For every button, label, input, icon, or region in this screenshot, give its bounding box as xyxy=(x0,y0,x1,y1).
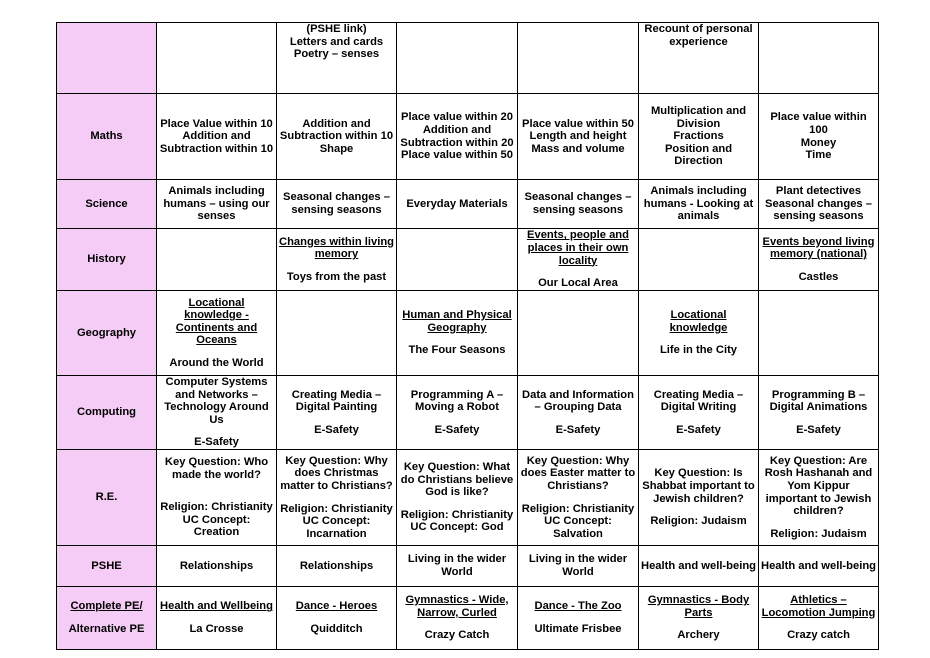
cell-text-line: Religion: Judaism xyxy=(650,515,747,528)
cell-text-line: UC Concept: Creation xyxy=(182,513,251,539)
cell-text-line: Place value within 50 xyxy=(401,149,513,162)
line-spacer xyxy=(159,481,274,491)
line-spacer xyxy=(279,613,394,623)
geography-row xyxy=(57,291,879,376)
cell-text-line: Programming A – Moving a Robot xyxy=(410,388,504,414)
cell-text-line: Key Question: Why does Easter matter to Christians? xyxy=(520,454,636,492)
cell-text-line: Data and Information – Grouping Data xyxy=(522,388,634,414)
line-spacer xyxy=(520,267,636,277)
re-row xyxy=(57,450,879,546)
cell-text-line: Addition and Subtraction within 20 xyxy=(400,123,514,149)
cell-text-line: Religion: Christianity xyxy=(521,502,635,515)
cell-text-line: La Crosse xyxy=(189,623,244,635)
cell-text-line: UC Concept: God xyxy=(410,521,504,534)
line-spacer xyxy=(399,499,515,509)
cell-text-line: Dance - The Zoo xyxy=(534,600,622,613)
term-cell xyxy=(639,23,759,94)
cell-text-line: Money xyxy=(800,136,837,149)
line-spacer xyxy=(279,414,394,424)
cell-text-line: Addition and Subtraction within 10 xyxy=(159,130,274,155)
cell-text-line: E-Safety xyxy=(796,423,841,436)
topic-row xyxy=(57,23,879,94)
term-cell xyxy=(277,23,397,94)
cell-text-line: E-Safety xyxy=(434,423,480,436)
line-spacer xyxy=(641,334,756,344)
cell-text-line: Religion: Christianity xyxy=(280,502,393,515)
cell-text-line: Ultimate Frisbee xyxy=(534,623,622,635)
term-cell xyxy=(759,291,879,376)
term-cell xyxy=(639,376,759,450)
term-cell xyxy=(639,229,759,291)
term-cell xyxy=(277,94,397,180)
cell-text-line: Archery xyxy=(677,629,720,642)
term-cell xyxy=(397,180,518,229)
term-cell xyxy=(518,546,639,587)
cell-text-line: E-Safety xyxy=(676,423,721,436)
cell-text-line: Locational knowledge xyxy=(669,309,728,334)
cell-text-line: Dance - Heroes xyxy=(295,600,378,613)
cell-text-line: Position and Direction xyxy=(664,142,733,168)
cell-text-line: UC Concept: Incarnation xyxy=(302,515,371,540)
term-cell xyxy=(759,229,879,291)
cell-text-line: Creating Media – Digital Painting xyxy=(291,388,382,414)
cell-text-line: Key Question: Is Shabbat important to Jewish children? xyxy=(642,467,755,505)
term-cell xyxy=(518,376,639,450)
term-cell xyxy=(397,94,518,180)
cell-text-line: Relationships xyxy=(299,559,374,572)
maths-row xyxy=(57,94,879,180)
line-spacer xyxy=(59,613,154,623)
line-spacer xyxy=(279,493,394,503)
line-spacer xyxy=(159,347,274,357)
cell-text-line: Human and Physical Geography xyxy=(402,309,512,334)
cell-text-line: Health and Wellbeing xyxy=(160,600,273,613)
cell-text-line: Computing xyxy=(76,406,137,419)
term-cell xyxy=(157,546,277,587)
cell-text-line: R.E. xyxy=(95,491,118,504)
line-spacer xyxy=(399,619,515,629)
cell-text-line: Creating Media – Digital Writing xyxy=(653,388,744,414)
term-cell xyxy=(397,23,518,94)
term-cell xyxy=(277,450,397,546)
cell-text-line: Toys from the past xyxy=(286,270,387,283)
cell-text-line: Length and height xyxy=(529,130,627,143)
cell-text-line: UC Concept: Salvation xyxy=(544,515,612,540)
term-cell xyxy=(157,587,277,650)
term-cell xyxy=(639,587,759,650)
cell-text-line: Addition and Subtraction within 10 xyxy=(279,117,394,143)
cell-text-line: Crazy Catch xyxy=(424,629,490,642)
cell-text-line: Letters and cards xyxy=(289,35,384,48)
curriculum-table-body xyxy=(57,23,879,650)
cell-text-line: History xyxy=(87,253,126,266)
term-cell xyxy=(518,229,639,291)
cell-text-line: Place value within 20 xyxy=(401,111,513,124)
line-spacer xyxy=(399,334,515,344)
line-spacer xyxy=(159,613,274,623)
cell-text-line: PSHE xyxy=(91,559,122,572)
cell-text-line: Key Question: Why does Christmas matter to Christians? xyxy=(280,454,393,492)
term-cell xyxy=(277,587,397,650)
cell-text-line: The Four Seasons xyxy=(408,344,506,357)
subject-cell xyxy=(57,180,157,229)
cell-text-line: Key Question: Who made the world? xyxy=(164,456,269,481)
term-cell xyxy=(397,376,518,450)
cell-text-line: Health and well-being xyxy=(761,559,876,572)
cell-text-line: Key Question: Are Rosh Hashanah and Yom Kippur important to Jewish children? xyxy=(764,454,873,518)
term-cell xyxy=(397,587,518,650)
cell-text-line: Place value within 50 xyxy=(522,117,634,130)
line-spacer xyxy=(520,493,636,503)
cell-text-line: Gymnastics - Wide, Narrow, Curled xyxy=(405,594,509,619)
science-row xyxy=(57,180,879,229)
cell-text-line: Seasonal changes – sensing seasons xyxy=(524,191,632,216)
term-cell xyxy=(157,180,277,229)
term-cell xyxy=(277,291,397,376)
line-spacer xyxy=(520,613,636,623)
line-spacer xyxy=(520,414,636,424)
cell-text-line: Seasonal changes – sensing seasons xyxy=(765,197,872,223)
cell-text-line: Place Value within 10 xyxy=(160,117,273,130)
cell-text-line: Relationships xyxy=(179,559,254,572)
cell-text-line: Living in the wider World xyxy=(528,553,628,578)
term-cell xyxy=(639,94,759,180)
cell-text-line: Health and well-being xyxy=(641,559,756,572)
cell-text-line: Religion: Christianity xyxy=(400,508,514,521)
line-spacer xyxy=(761,414,876,424)
cell-text-line: Events, people and places in their own locality xyxy=(527,229,629,267)
cell-text-line: Everyday Materials xyxy=(406,197,508,210)
pshe-row xyxy=(57,546,879,587)
cell-text-line: Castles xyxy=(798,270,839,283)
term-cell xyxy=(759,450,879,546)
cell-text-line: Animals including humans – using our senses xyxy=(163,185,270,223)
term-cell xyxy=(277,376,397,450)
term-cell xyxy=(639,180,759,229)
cell-text-line: Locational knowledge - Continents and Oceans xyxy=(175,296,258,347)
line-spacer xyxy=(641,619,756,629)
cell-text-line: Science xyxy=(85,197,128,210)
term-cell xyxy=(639,291,759,376)
cell-text-line: Events beyond living memory (national) xyxy=(762,235,875,261)
curriculum-table xyxy=(56,22,879,650)
term-cell xyxy=(639,546,759,587)
term-cell xyxy=(157,376,277,450)
subject-cell xyxy=(57,587,157,650)
term-cell xyxy=(277,180,397,229)
subject-cell xyxy=(57,23,157,94)
term-cell xyxy=(759,376,879,450)
line-spacer xyxy=(641,505,756,515)
cell-text-line: Around the World xyxy=(169,356,264,369)
term-cell xyxy=(639,450,759,546)
line-spacer xyxy=(159,491,274,501)
cell-text-line: Life in the City xyxy=(659,344,738,357)
cell-text-line: Geography xyxy=(76,326,137,339)
term-cell xyxy=(397,229,518,291)
subject-cell xyxy=(57,450,157,546)
term-cell xyxy=(759,180,879,229)
term-cell xyxy=(518,291,639,376)
line-spacer xyxy=(761,619,876,629)
cell-text-line: Recount of personal experience xyxy=(644,23,753,48)
term-cell xyxy=(277,229,397,291)
cell-text-line: Multiplication and Division xyxy=(650,105,747,130)
subject-cell xyxy=(57,376,157,450)
term-cell xyxy=(397,291,518,376)
term-cell xyxy=(157,229,277,291)
cell-text-line: Shape xyxy=(319,142,354,155)
cell-text-line: Computer Systems and Networks – Technology Around Us xyxy=(164,376,269,426)
cell-text-line: Crazy catch xyxy=(787,629,850,642)
subject-cell xyxy=(57,94,157,180)
pe-row xyxy=(57,587,879,650)
line-spacer xyxy=(761,518,876,528)
cell-text-line: Fractions xyxy=(673,130,724,143)
cell-text-line: Athletics – Locomotion Jumping xyxy=(761,594,876,619)
term-cell xyxy=(518,587,639,650)
cell-text-line: Quidditch xyxy=(310,623,363,635)
line-spacer xyxy=(641,414,756,424)
cell-text-line: Gymnastics - Body Parts xyxy=(647,594,750,619)
term-cell xyxy=(157,291,277,376)
term-cell xyxy=(277,546,397,587)
cell-text-line: Time xyxy=(805,149,832,162)
term-cell xyxy=(518,180,639,229)
cell-text-line: Animals including humans - Looking at animals xyxy=(643,185,754,223)
line-spacer xyxy=(159,426,274,436)
term-cell xyxy=(397,450,518,546)
cell-text-line: (PSHE link) xyxy=(306,23,367,35)
term-cell xyxy=(759,23,879,94)
subject-cell xyxy=(57,546,157,587)
cell-text-line: Alternative PE xyxy=(68,623,145,635)
cell-text-line: Religion: Judaism xyxy=(770,527,867,540)
subject-cell xyxy=(57,229,157,291)
term-cell xyxy=(157,23,277,94)
cell-text-line: Mass and volume xyxy=(531,142,625,155)
term-cell xyxy=(157,94,277,180)
term-cell xyxy=(759,94,879,180)
term-cell xyxy=(759,546,879,587)
cell-text-line: Religion: Christianity xyxy=(160,501,273,514)
term-cell xyxy=(397,546,518,587)
history-row xyxy=(57,229,879,291)
term-cell xyxy=(518,23,639,94)
cell-text-line: Maths xyxy=(90,130,123,143)
cell-text-line: Place value within 100 xyxy=(770,111,867,136)
term-cell xyxy=(759,587,879,650)
cell-text-line: E-Safety xyxy=(555,423,601,436)
line-spacer xyxy=(399,414,515,424)
line-spacer xyxy=(279,261,394,271)
cell-text-line: E-Safety xyxy=(194,436,239,449)
subject-cell xyxy=(57,291,157,376)
cell-text-line: E-Safety xyxy=(314,423,359,436)
cell-text-line: Changes within living memory xyxy=(279,235,394,261)
cell-text-line: Living in the wider World xyxy=(407,553,507,578)
cell-text-line: Programming B – Digital Animations xyxy=(769,388,868,414)
cell-text-line: Seasonal changes – sensing seasons xyxy=(283,191,390,216)
term-cell xyxy=(157,450,277,546)
cell-text-line: Our Local Area xyxy=(538,277,618,290)
term-cell xyxy=(518,94,639,180)
line-spacer xyxy=(761,261,876,271)
term-cell xyxy=(518,450,639,546)
cell-text-line: Key Question: What do Christians believe God is like? xyxy=(400,461,514,499)
cell-text-line: Poetry – senses xyxy=(293,48,380,61)
computing-row xyxy=(57,376,879,450)
cell-text-line: Plant detectives xyxy=(775,185,862,198)
cell-text-line: Complete PE/ xyxy=(70,600,143,613)
